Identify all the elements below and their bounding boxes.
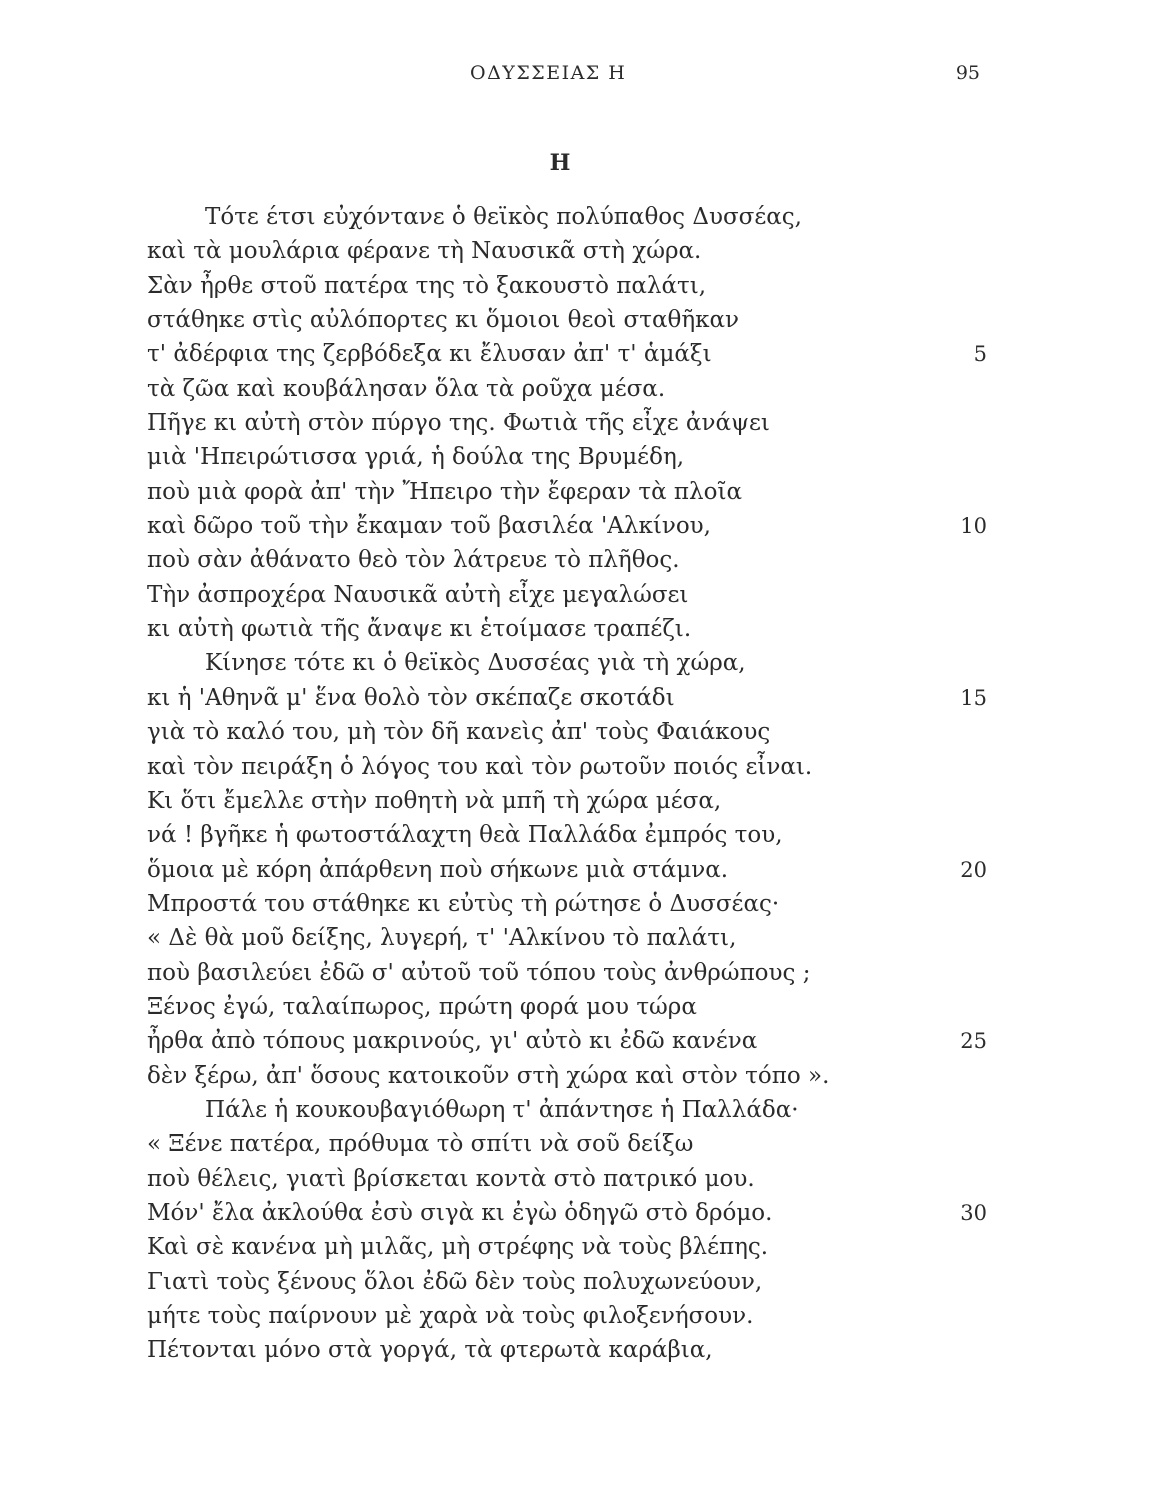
page-number: 95 xyxy=(955,62,980,84)
verse-text: Τὴν ἀσπροχέρα Ναυσικᾶ αὐτὴ εἶχε μεγαλώσει xyxy=(147,581,689,608)
verse-line xyxy=(147,1162,987,1196)
verse-text: Σὰν ἦρθε στοῦ πατέρα της τὸ ξακουστὸ παλάτι, xyxy=(147,272,707,299)
verse-line xyxy=(147,1127,987,1161)
verse-text: ἦρθα ἀπὸ τόπους μακρινούς, γι' αὐτὸ κι ἐδῶ κανένα xyxy=(147,1028,758,1055)
verse-text: κι ἡ 'Αθηνᾶ μ' ἕνα θολὸ τὸν σκέπαζε σκοτάδι xyxy=(147,684,675,711)
verse-line xyxy=(147,475,987,509)
verse-line xyxy=(147,234,987,268)
verse-line xyxy=(147,646,987,680)
verse-text: τ' ἀδέρφια της ζερβόδεξα κι ἔλυσαν ἀπ' τ' ἁμάξι xyxy=(147,341,712,368)
running-title: ΟΔΥΣΣΕΙΑΣ Η xyxy=(470,62,627,84)
verse-text: Κι ὅτι ἔμελλε στὴν ποθητὴ νὰ μπῆ τὴ χώρα μέσα, xyxy=(147,787,722,814)
verse-line xyxy=(147,1265,987,1299)
line-number: 5 xyxy=(973,342,987,367)
verse-line xyxy=(147,990,987,1024)
verse-line xyxy=(147,1299,987,1333)
verse-line xyxy=(147,715,987,749)
verse-text: Κίνησε τότε κι ὁ θεϊκὸς Δυσσέας γιὰ τὴ χώρα, xyxy=(205,650,746,677)
verse-text: Τότε έτσι εὐχόντανε ὁ θεϊκὸς πολύπαθος Δυσσέας, xyxy=(205,204,802,230)
verse-text: Ξένος ἐγώ, ταλαίπωρος, πρώτη φορά μου τώρα xyxy=(147,993,697,1020)
verse-line xyxy=(147,818,987,852)
verse-text: Καὶ σὲ κανένα μὴ μιλᾶς, μὴ στρέφης νὰ τοὺς βλέπης. xyxy=(147,1234,769,1261)
verse-line xyxy=(147,578,987,612)
verse-line xyxy=(147,853,987,887)
verse-text: ποὺ βασιλεύει ἐδῶ σ' αὐτοῦ τοῦ τόπου τοὺς ἀνθρώπους ; xyxy=(147,959,811,986)
verse-line xyxy=(147,303,987,337)
verse-text: « Ξένε πατέρα, πρόθυμα τὸ σπίτι νὰ σοῦ δείξω xyxy=(147,1131,694,1158)
verse-text: καὶ τὸν πειράξη ὁ λόγος του καὶ τὸν ρωτοῦν ποιός εἶναι. xyxy=(147,753,813,780)
verse-text: Πάλε ἡ κουκουβαγιόθωρη τ' ἀπάντησε ἡ Παλλάδα· xyxy=(205,1096,799,1123)
book-heading: Η xyxy=(549,150,571,176)
line-number: 10 xyxy=(960,514,987,539)
line-number: 25 xyxy=(960,1029,987,1054)
verse-text: καὶ δῶρο τοῦ τὴν ἔκαμαν τοῦ βασιλέα 'Αλκίνου, xyxy=(147,513,711,540)
verse-text: ὅμοια μὲ κόρη ἀπάρθενη ποὺ σήκωνε μιὰ στάμνα. xyxy=(147,856,729,883)
verse-line xyxy=(147,921,987,955)
verse-line xyxy=(147,509,987,543)
verse-text: ποὺ σὰν ἀθάνατο θεὸ τὸν λάτρευε τὸ πλῆθος. xyxy=(147,547,680,574)
verse-line xyxy=(147,337,987,371)
verse-text: Γιατὶ τοὺς ξένους ὅλοι ἐδῶ δὲν τοὺς πολυχωνεύουν, xyxy=(147,1268,763,1295)
verse-block xyxy=(147,200,987,1368)
verse-text: κι αὐτὴ φωτιὰ τῆς ἄναψε κι ἑτοίμασε τραπέζι. xyxy=(147,616,692,643)
verse-text: νά ! βγῆκε ἡ φωτοστάλαχτη θεὰ Παλλάδα ἐμπρός του, xyxy=(147,822,783,849)
verse-text: Πῆγε κι αὐτὴ στὸν πύργο της. Φωτιὰ τῆς εἶχε ἀνάψει xyxy=(147,410,770,437)
verse-line xyxy=(147,269,987,303)
verse-text: τὰ ζῶα καὶ κουβάλησαν ὅλα τὰ ροῦχα μέσα. xyxy=(147,375,666,402)
verse-text: μήτε τοὺς παίρνουν μὲ χαρὰ νὰ τοὺς φιλοξενήσουν. xyxy=(147,1303,754,1329)
verse-text: καὶ τὰ μουλάρια φέρανε τὴ Ναυσικᾶ στὴ χώρα. xyxy=(147,238,702,265)
verse-line xyxy=(147,681,987,715)
verse-text: δὲν ξέρω, ἀπ' ὅσους κατοικοῦν στὴ χώρα καὶ στὸν τόπο ». xyxy=(147,1062,830,1089)
verse-text: Μόν' ἔλα ἀκλούθα ἐσὺ σιγὰ κι ἐγὼ ὁδηγῶ στὸ δρόμο. xyxy=(147,1199,773,1226)
verse-text: ποὺ θέλεις, γιατὶ βρίσκεται κοντὰ στὸ πατρικό μου. xyxy=(147,1165,755,1192)
verse-line xyxy=(147,543,987,577)
verse-line xyxy=(147,1196,987,1230)
verse-line xyxy=(147,372,987,406)
verse-line xyxy=(147,956,987,990)
verse-line xyxy=(147,1093,987,1127)
verse-line xyxy=(147,1230,987,1264)
line-number: 15 xyxy=(960,685,987,710)
verse-text: γιὰ τὸ καλό του, μὴ τὸν δῆ κανεὶς ἀπ' τοὺς Φαιάκους xyxy=(147,719,771,746)
verse-line xyxy=(147,440,987,474)
verse-text: Πέτονται μόνο στὰ γοργά, τὰ φτερωτὰ καράβια, xyxy=(147,1337,713,1364)
verse-text: ποὺ μιὰ φορὰ ἀπ' τὴν Ἤπειρο τὴν ἔφεραν τὰ πλοῖα xyxy=(147,478,743,505)
verse-text: « Δὲ θὰ μοῦ δείξης, λυγερή, τ' 'Αλκίνου τὸ παλάτι, xyxy=(147,925,737,952)
running-header xyxy=(140,62,980,92)
verse-line xyxy=(147,1333,987,1367)
line-number: 20 xyxy=(960,857,987,882)
verse-text: μιὰ 'Ηπειρώτισσα γριά, ἡ δούλα της Βρυμέδη, xyxy=(147,444,685,471)
verse-line xyxy=(147,750,987,784)
verse-line xyxy=(147,1024,987,1058)
verse-line xyxy=(147,887,987,921)
verse-text: Μπροστά του στάθηκε κι εὐτὺς τὴ ρώτησε ὁ Δυσσέας· xyxy=(147,890,780,917)
line-number: 30 xyxy=(960,1200,987,1225)
verse-line xyxy=(147,784,987,818)
verse-line xyxy=(147,612,987,646)
verse-line xyxy=(147,1059,987,1093)
verse-line xyxy=(147,200,987,234)
verse-text: στάθηκε στὶς αὐλόπορτες κι ὅμοιοι θεοὶ σταθῆκαν xyxy=(147,307,740,334)
verse-line xyxy=(147,406,987,440)
